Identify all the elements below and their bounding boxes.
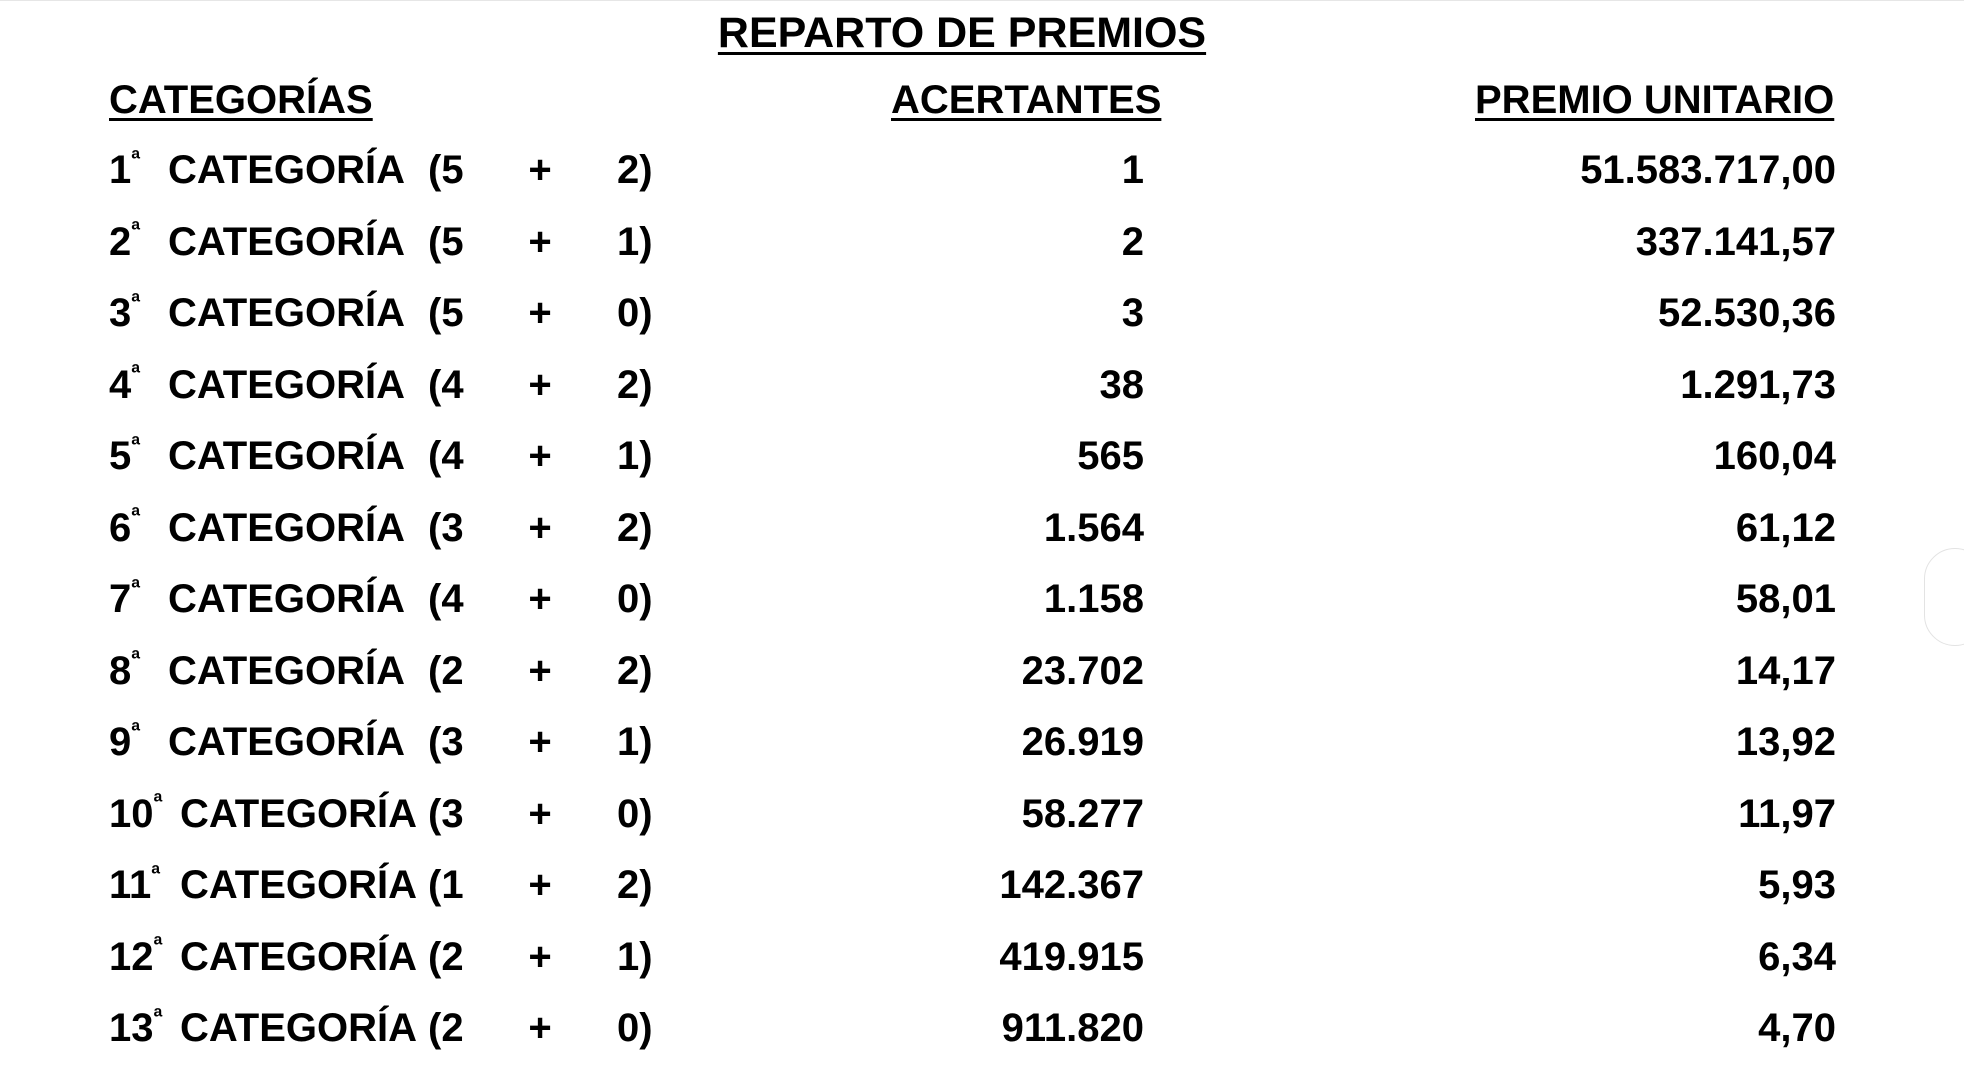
- category-plus-sign: +: [528, 434, 552, 478]
- category-numbers-stars: 1): [617, 434, 653, 478]
- acertantes-value: 142.367: [999, 863, 1144, 907]
- header-premio-unitario: PREMIO UNITARIO: [1475, 78, 1835, 122]
- category-ordinal-number: 8: [109, 648, 132, 693]
- category-numbers-stars: 1): [617, 934, 653, 979]
- category-label: CATEGORÍA: [168, 219, 406, 264]
- category-numbers-stars: 0): [617, 1006, 653, 1050]
- acertantes-value: 3: [1121, 291, 1144, 335]
- category-plus-sign: +: [528, 577, 552, 621]
- ordinal-indicator: ª: [131, 574, 141, 602]
- category-label: CATEGORÍA: [180, 863, 418, 907]
- category-label: CATEGORÍA: [168, 148, 406, 192]
- ordinal-indicator: ª: [153, 789, 163, 817]
- premio-unitario-value: 51.583.717,00: [1580, 148, 1836, 192]
- ordinal-indicator: ª: [131, 431, 141, 459]
- category-plus-sign: +: [528, 934, 552, 979]
- category-plus-sign: +: [528, 791, 552, 836]
- premio-unitario-value: 13,92: [1735, 720, 1836, 764]
- acertantes-value: 911.820: [1001, 1006, 1144, 1050]
- category-number: [109, 289, 167, 337]
- category-number: [109, 647, 167, 695]
- category-numbers-main: (3: [428, 505, 464, 550]
- acertantes-value: 38: [1099, 362, 1144, 407]
- category-ordinal-number: 10: [109, 791, 154, 836]
- table-row: [0, 933, 1964, 1005]
- premio-unitario-value: 52.530,36: [1658, 291, 1836, 335]
- table-row: [0, 361, 1964, 433]
- category-ordinal-number: 3: [109, 291, 132, 335]
- category-numbers-stars: 2): [617, 648, 653, 693]
- category-numbers-stars: 0): [617, 791, 653, 836]
- category-numbers-stars: 2): [617, 863, 653, 907]
- table-row: [0, 218, 1964, 290]
- category-number: [109, 790, 167, 838]
- category-ordinal-number: 1: [109, 148, 132, 192]
- table-row: [0, 504, 1964, 576]
- acertantes-value: 565: [1077, 434, 1144, 478]
- category-numbers-main: (1: [428, 863, 464, 907]
- acertantes-value: 2: [1121, 219, 1144, 264]
- category-plus-sign: +: [528, 1006, 552, 1050]
- category-numbers-main: (3: [428, 720, 464, 764]
- category-ordinal-number: 4: [109, 362, 132, 407]
- category-number: [109, 718, 167, 766]
- category-ordinal-number: 13: [109, 1006, 154, 1050]
- ordinal-indicator: ª: [131, 145, 141, 173]
- category-number: [109, 861, 167, 909]
- category-label: CATEGORÍA: [180, 934, 418, 979]
- category-plus-sign: +: [528, 362, 552, 407]
- acertantes-value: 1.158: [1043, 577, 1144, 621]
- category-numbers-stars: 1): [617, 219, 653, 264]
- category-numbers-main: (4: [428, 434, 464, 478]
- category-numbers-main: (2: [428, 1006, 464, 1050]
- acertantes-value: 23.702: [1021, 648, 1144, 693]
- category-label: CATEGORÍA: [180, 1006, 418, 1050]
- category-label: CATEGORÍA: [168, 648, 406, 693]
- category-number: [109, 575, 167, 623]
- ordinal-indicator: ª: [131, 717, 141, 745]
- premio-unitario-value: 5,93: [1758, 863, 1836, 907]
- category-numbers-main: (3: [428, 791, 464, 836]
- premio-unitario-value: 160,04: [1713, 434, 1836, 478]
- category-ordinal-number: 9: [109, 720, 132, 764]
- premio-unitario-value: 6,34: [1758, 934, 1836, 979]
- category-numbers-stars: 2): [617, 148, 653, 192]
- category-label: CATEGORÍA: [180, 791, 418, 836]
- category-plus-sign: +: [528, 505, 552, 550]
- premio-unitario-value: 61,12: [1735, 505, 1836, 550]
- category-numbers-stars: 2): [617, 505, 653, 550]
- table-row: [0, 790, 1964, 862]
- category-number: [109, 432, 167, 480]
- premio-unitario-value: 1.291,73: [1680, 362, 1836, 407]
- category-numbers-main: (2: [428, 648, 464, 693]
- category-label: CATEGORÍA: [168, 577, 406, 621]
- category-ordinal-number: 7: [109, 577, 132, 621]
- category-numbers-stars: 0): [617, 291, 653, 335]
- premio-unitario-value: 4,70: [1758, 1006, 1836, 1050]
- category-label: CATEGORÍA: [168, 434, 406, 478]
- ordinal-indicator: ª: [131, 503, 141, 531]
- table-row: [0, 289, 1964, 361]
- category-number: [109, 504, 167, 552]
- prize-table: [0, 146, 1964, 1076]
- category-plus-sign: +: [528, 219, 552, 264]
- category-plus-sign: +: [528, 148, 552, 192]
- premio-unitario-value: 11,97: [1738, 791, 1836, 836]
- ordinal-indicator: ª: [131, 217, 141, 245]
- ordinal-indicator: ª: [131, 360, 141, 388]
- category-ordinal-number: 5: [109, 434, 132, 478]
- category-label: CATEGORÍA: [168, 291, 406, 335]
- category-number: [109, 146, 167, 194]
- acertantes-value: 58.277: [1021, 791, 1144, 836]
- ordinal-indicator: ª: [131, 288, 141, 316]
- ordinal-indicator: ª: [131, 646, 141, 674]
- ordinal-indicator: ª: [153, 1003, 163, 1031]
- category-label: CATEGORÍA: [168, 720, 406, 764]
- table-row: [0, 432, 1964, 504]
- category-ordinal-number: 12: [109, 934, 154, 979]
- category-numbers-stars: 2): [617, 362, 653, 407]
- category-numbers-main: (5: [428, 291, 464, 335]
- category-number: [109, 218, 167, 266]
- category-plus-sign: +: [528, 648, 552, 693]
- category-numbers-main: (4: [428, 362, 464, 407]
- category-label: CATEGORÍA: [168, 505, 406, 550]
- acertantes-value: 1.564: [1043, 505, 1144, 550]
- premio-unitario-value: 14,17: [1735, 648, 1836, 693]
- category-ordinal-number: 2: [109, 219, 132, 264]
- category-plus-sign: +: [528, 291, 552, 335]
- table-row: [0, 647, 1964, 719]
- category-number: [109, 361, 167, 409]
- acertantes-value: 419.915: [999, 934, 1144, 979]
- table-row: [0, 718, 1964, 790]
- table-row: [0, 146, 1964, 218]
- category-numbers-main: (4: [428, 577, 464, 621]
- acertantes-value: 1: [1121, 148, 1144, 192]
- category-numbers-stars: 1): [617, 720, 653, 764]
- table-row: [0, 1004, 1964, 1076]
- category-plus-sign: +: [528, 720, 552, 764]
- top-border: [0, 0, 1964, 1]
- ordinal-indicator: ª: [153, 932, 163, 960]
- page-title: REPARTO DE PREMIOS: [717, 9, 1207, 57]
- category-plus-sign: +: [528, 863, 552, 907]
- table-row: [0, 861, 1964, 933]
- premio-unitario-value: 58,01: [1735, 577, 1836, 621]
- ordinal-indicator: ª: [151, 860, 161, 888]
- header-acertantes: ACERTANTES: [891, 78, 1162, 122]
- category-numbers-stars: 0): [617, 577, 653, 621]
- category-ordinal-number: 6: [109, 505, 132, 550]
- category-ordinal-number: 11: [109, 863, 152, 907]
- table-row: [0, 575, 1964, 647]
- category-numbers-main: (5: [428, 148, 464, 192]
- header-categorias: CATEGORÍAS: [109, 78, 373, 122]
- category-number: [109, 933, 167, 981]
- category-number: [109, 1004, 167, 1052]
- acertantes-value: 26.919: [1021, 720, 1144, 764]
- category-label: CATEGORÍA: [168, 362, 406, 407]
- category-numbers-main: (2: [428, 934, 464, 979]
- premio-unitario-value: 337.141,57: [1635, 219, 1836, 264]
- category-numbers-main: (5: [428, 219, 464, 264]
